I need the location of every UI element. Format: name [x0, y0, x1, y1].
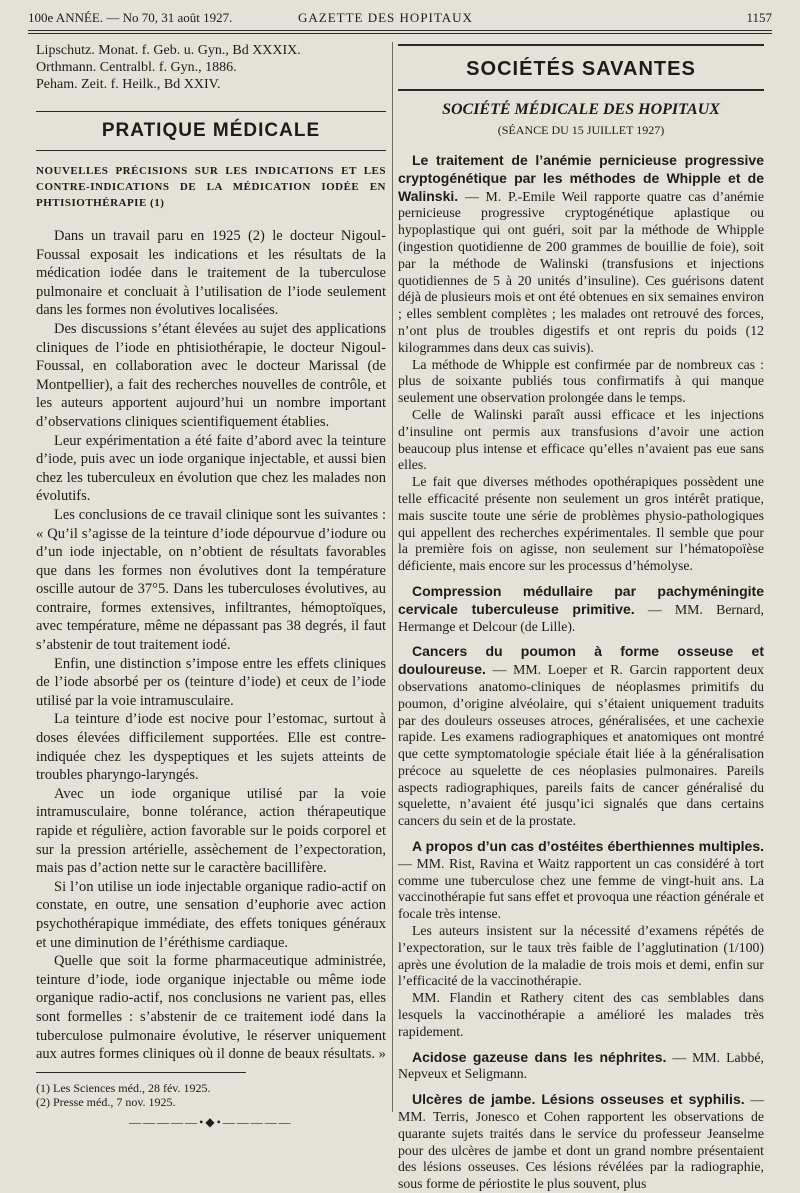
reference-item: Lipschutz. Monat. f. Geb. u. Gyn., Bd XXXIX. — [36, 43, 301, 58]
report-text: — MM. Labbé, Nepveux et Seligmann. — [398, 1049, 764, 1082]
report-paragraph — [398, 990, 764, 1040]
report-text: — MM. Loeper et R. Garcin rapportent deux observations anatomo-cliniques de néoplasmes primitifs du poumon, d’origine alvéolaire, qui s’étaient uniquement traduits par des douleurs osseuses atroces, généralisées, et une cachexie rapide. Les examens radiographiques et anatomiques ont montré que cette symptomatologie spéciale était liée à la généralisation précoce au squelette de ces néoplasies pulmonaires. Pareils aspects radiographiques, pareils faits de cancer généralisé du squelette, n’avaient été jusqu’ici signalés que dans certains cancers du sein et de la prostate. — [398, 662, 764, 829]
paragraph: Dans un travail paru en 1925 (2) le docteur Nigoul-Foussal exposait les indications et les résultats de la médication iodée dans le traitement de la tuberculose pulmonaire et concluait à l’utilisation de l’iode seulement dans les formes non évolutives localisées. — [36, 228, 386, 319]
report-text: La méthode de Whipple est confirmée par de nombreux cas : plus de soixante publiés tous confirmatifs à qui manque seulement une observation prolongée dans le temps. — [398, 356, 764, 406]
report-text: — MM. Bernard, Hermange et Delcour (de Lille). — [398, 601, 764, 634]
article-title: NOUVELLES PRÉCISIONS SUR LES INDICATIONS ET LES CONTRE-INDICATIONS DE LA MÉDICATION IODÉE EN PHTISIOTHÉRAPIE (1) — [36, 165, 386, 209]
paragraph: Des discussions s’étant élevées au sujet des applications cliniques de l’iode en phtisiothérapie, le docteur Nigoul-Foussal, en collaboration avec le docteur Marissal (de Montpellier), a fait des recherches nouvelles de contrôle, et les auteurs apportent aujourd’hui un nombre important d’observations cliniques scientifiquement établies. — [36, 320, 386, 430]
section-rule-top — [398, 44, 764, 46]
page-number: 1157 — [746, 10, 772, 25]
report-topic: Le traitement de l’anémie pernicieuse progressive cryptogénétique par les méthodes de Whipple et de Walinski. — [398, 152, 764, 204]
paragraph: Leur expérimentation a été faite d’abord avec la teinture d’iode, puis avec un iode organique injectable, et aussi bien chez les tuberculeux en évolution que chez les malades non évolutifs. — [36, 432, 386, 505]
footnote-rule — [36, 1072, 246, 1073]
header-rule — [28, 30, 772, 31]
report-text: MM. Flandin et Rathery citent des cas semblables dans lesquels la vaccinothérapie a amélioré les malades très rapidement. — [398, 990, 764, 1039]
column-divider — [392, 42, 393, 1112]
report-topic: A propos d’un cas d’ostéites éberthiennes multiples. — [412, 838, 764, 855]
paragraph: Quelle que soit la forme pharmaceutique administrée, teinture d’iode, iode organique injectable ou même iode organique radio-actif, nos conclusions ne varient pas, elles sont formelles : s’abstenir de ce traitement iodé dans la tuberculose pulmonaire évolutive, le réserver uniquement aux autres formes cliniques où il donne de beaux résultats. » — [36, 953, 386, 1063]
report-topic: Cancers du poumon à forme osseuse et douloureuse. — [398, 643, 764, 678]
reference-item: Peham. Zeit. f. Heilk., Bd XXIV. — [36, 77, 221, 92]
section-title: PRATIQUE MÉDICALE — [101, 120, 321, 141]
page-header — [28, 6, 772, 32]
ornament-divider: —————•◆•————— — [129, 1114, 293, 1129]
references-list — [36, 42, 386, 93]
report-paragraph — [398, 407, 764, 474]
issue-info: 100e ANNÉE. — No 70, 31 août 1927. — [28, 10, 233, 25]
footnotes — [36, 1081, 386, 1109]
section-rule-top — [36, 111, 386, 112]
footnote-item: (2) Presse méd., 7 nov. 1925. — [36, 1094, 176, 1109]
paragraph: Si l’on utilise un iode injectable organique radio-actif on constate, en outre, une sensation d’euphorie avec action psychothérapique immédiate, des effets toniques généraux et une diminution de l’éréthisme cardiaque. — [36, 878, 386, 951]
report-text: — MM. Terris, Jonesco et Cohen rapportent les observations de quarante sujets traités dans le service du professeur Jeanselme pour des ulcères de jambe et dont un grand nombre présentaient des lésions osseuses. Ces lésions révélées par la radiographie, sous forme de périostite le plus souvent, plus — [398, 1092, 765, 1192]
report-topic: Compression médullaire par pachyméningite cervicale tuberculeuse primitive. — [398, 582, 764, 617]
report-paragraph — [398, 1049, 764, 1084]
right-column — [398, 42, 764, 1193]
report-topic: Ulcères de jambe. Lésions osseuses et syphilis. — [412, 1091, 745, 1108]
section-rule-bottom — [36, 150, 386, 151]
left-column — [36, 42, 386, 1130]
society-title: SOCIÉTÉ MÉDICALE DES HOPITAUX — [442, 101, 720, 118]
report-paragraph — [398, 474, 764, 575]
paragraph: Enfin, une distinction s’impose entre les effets cliniques de l’iode absorbé per os (teinture d’iode) et ceux de l’iode utilisé par la voie intramusculaire. — [36, 655, 386, 709]
section-rule-bottom — [398, 89, 764, 91]
report-paragraph — [398, 923, 764, 990]
report-paragraph — [398, 152, 764, 357]
section-title: SOCIÉTÉS SAVANTES — [466, 58, 696, 80]
paragraph: Avec un iode organique utilisé par la voie intramusculaire, bonne tolérance, action thérapeutique rapide et régulière, action favorable sur le poids corporel et sur la pression artérielle, assèchement de l’expectoration, mais pas d’action nette sur le caractère bacillifère. — [36, 785, 386, 877]
report-text: Le fait que diverses méthodes opothérapiques possèdent une telle efficacité présente non seulement un gros intérêt pratique, mais suscite toute une série de problèmes physio-pathologiques qui appellent des recherches expérimentales. Il semble que pour la première fois on agisse, non seulement sur l’hématopoïèse déficiente, mais encore sur les processus d’hémolyse. — [398, 474, 764, 574]
report-paragraph — [398, 583, 764, 635]
report-paragraph — [398, 643, 764, 830]
report-paragraph — [398, 1091, 764, 1193]
report-text: Celle de Walinski paraît aussi efficace et les injections d’insuline ont permis aux transfusions d’avoir une action beaucoup plus intense et efficace qu’elles n’avaient pas eue sans elles. — [398, 406, 764, 473]
report-text: Les auteurs insistent sur la nécessité d’examens répétés de l’expectoration, sur le taux très faible de l’agglutination (1/100) après une évolution de la maladie de trois mois et demi, enfin sur l’efficacité de la vaccinothérapie. — [398, 923, 764, 989]
session-date: (SÉANCE DU 15 JUILLET 1927) — [497, 123, 665, 137]
report-paragraph — [398, 357, 764, 407]
report-text: — M. P.-Emile Weil rapporte quatre cas d’anémie pernicieuse progressive cryptogénétique aplastique ou hypoplastique qui ont guéri, soit par la méthode de Whipple (ingestion quotidienne de 200 grammes de bouillie de foie), soit par la méthode de Walinski (transfusions et injections quotidiennes de 5 à 20 unités d’insuline). Ces guérisons datent déjà de plusieurs mois et ont été obtenues en six semaines environ ; elles semblent complètes ; les malades ont retrouvé des forces, n’ont plus de troubles digestifs et ont repris du poids (12 kilogrammes dans deux cas suivis). — [398, 188, 764, 355]
header-rule-2 — [28, 33, 772, 34]
reference-item: Orthmann. Centralbl. f. Gyn., 1886. — [36, 60, 237, 75]
footnote-item: (1) Les Sciences méd., 28 fév. 1925. — [36, 1080, 211, 1095]
journal-title: GAZETTE DES HOPITAUX — [298, 10, 473, 25]
report-text: — MM. Rist, Ravina et Waitz rapportent un cas considéré à tort comme une tuberculose chez une femme de vingt-huit ans. La vaccinothérapie fut sans effet et provoqua une réaction générale et focale très intense. — [398, 855, 764, 922]
report-topic: Acidose gazeuse dans les néphrites. — [412, 1048, 667, 1065]
paragraph: Les conclusions de ce travail clinique sont les suivantes : « Qu’il s’agisse de la teinture d’iode dépourvue d’iodure ou d’un iode injectable, on n’obtient de résultats favorables que dans les formes non évolutives dont la température oscille autour de 37°5. Dans les tuberculoses évolutives, au contraire, formes extensives, infiltrantes, hémoptoïques, avec température, même ne dépassant pas 38 degrés, il faut s’abstenir de tout traitement iodé. — [36, 506, 386, 654]
paragraph: La teinture d’iode est nocive pour l’estomac, surtout à doses élevées difficilement supportées. Elle est contre-indiquée chez les dyspeptiques et les sujets atteints de troubles pharyngo-laryngés. — [36, 711, 386, 784]
report-paragraph — [398, 838, 764, 923]
